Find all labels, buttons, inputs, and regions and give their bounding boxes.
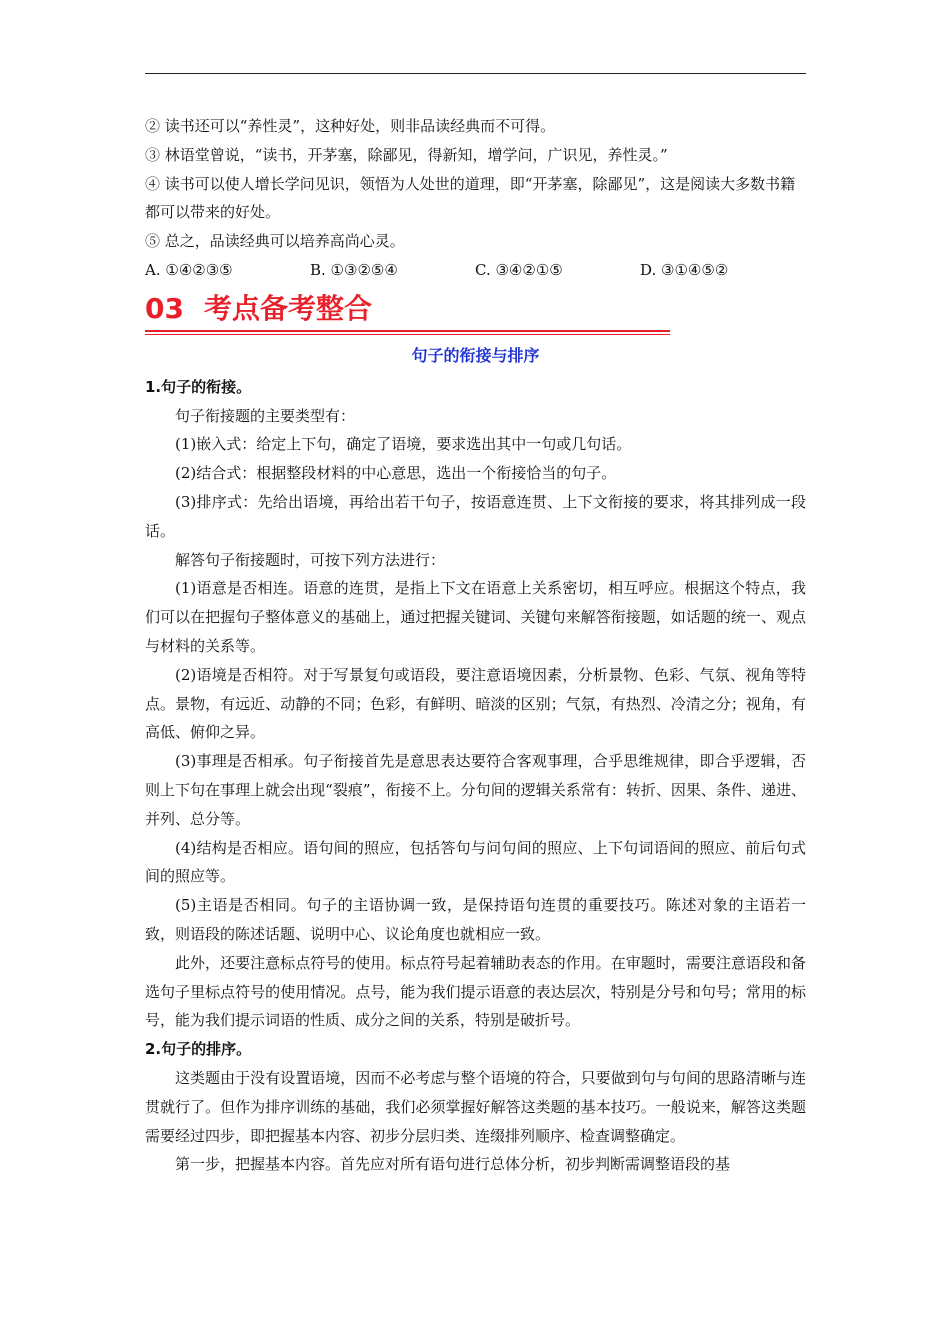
part2-paragraph: 这类题由于没有设置语境，因而不必考虑与整个语境的符合，只要做到句与句间的思路清晰与连贯就行了。但作为排序训练的基础，我们必须掌握好解答这类题的基本技巧。一般说来，解答这类题需要经过四步，即把握基本内容、初步分层归类、连缀排列顺序、检查调整确定。 xyxy=(145,1068,806,1145)
part1-paragraph: 此外，还要注意标点符号的使用。标点符号起着辅助表态的作用。在审题时，需要注意语段和备选句子里标点符号的使用情况。点号，能为我们提示语意的表达层次，特别是分号和句号；常用的标号，能为我们提示词语的性质、成分之间的关系，特别是破折号。 xyxy=(145,953,806,1030)
section-number: 03 xyxy=(145,291,184,325)
part1-paragraph: 解答句子衔接题时，可按下列方法进行： xyxy=(175,550,446,569)
question-item-4: ④ 读书可以使人增长学问见识，领悟为人处世的道理，即“开茅塞，除鄙见”，这是阅读大多数书籍都可以带来的好处。 xyxy=(145,174,796,222)
question-item-2: ② 读书还可以“养性灵”，这种好处，则非品读经典而不可得。 xyxy=(145,117,556,135)
page-content xyxy=(145,112,806,1179)
option-b[interactable]: B. ①③②⑤④ xyxy=(310,260,398,279)
part1-paragraph: (5)主语是否相同。句子的主语协调一致，是保持语句连贯的重要技巧。陈述对象的主语若一致，则语段的陈述话题、说明中心、议论角度也就相应一致。 xyxy=(145,896,806,943)
part1-paragraph: (4)结构是否相应。语句间的照应，包括答句与问句间的照应、上下句词语间的照应、前后句式间的照应等。 xyxy=(145,838,806,886)
option-d[interactable]: D. ③①④⑤② xyxy=(640,260,729,279)
section-underline xyxy=(145,330,670,332)
part1-paragraph: (1)嵌入式：给定上下句，确定了语境，要求选出其中一句或几句话。 xyxy=(175,435,632,454)
part1-heading: 1.句子的衔接。 xyxy=(145,377,252,396)
question-item-3: ③ 林语堂曾说，“读书，开茅塞，除鄙见，得新知，增学问，广识见，养性灵。” xyxy=(145,145,668,164)
part1-paragraph: (2)语境是否相符。对于写景复句或语段，要注意语境因素，分析景物、色彩、气氛、视角等特点。景物，有远近、动静的不同；色彩，有鲜明、暗淡的区别；气氛，有热烈、冷清之分；视角，有高低、俯仰之异。 xyxy=(145,665,806,742)
option-a[interactable]: A. ①④②③⑤ xyxy=(145,260,233,279)
part1-paragraph: (3)事理是否相承。句子衔接首先是意思表达要符合客观事理，合乎思维规律，即合乎逻辑，否则上下句在事理上就会出现“裂痕”，衔接不上。分句间的逻辑关系常有：转折、因果、条件、递进、并列、总分等。 xyxy=(145,752,806,828)
option-c[interactable]: C. ③④②①⑤ xyxy=(475,260,563,279)
header-rule xyxy=(145,73,806,74)
question-item-5: ⑤ 总之，品读经典可以培养高尚心灵。 xyxy=(145,232,405,251)
part1-paragraph: (3)排序式：先给出语境，再给出若干句子，按语意连贯、上下文衔接的要求，将其排列成一段话。 xyxy=(145,492,806,540)
answer-options xyxy=(145,256,806,285)
section-heading xyxy=(145,289,806,335)
part1-paragraph: (2)结合式：根据整段材料的中心意思，选出一个衔接恰当的句子。 xyxy=(175,464,617,483)
part1-paragraph: (1)语意是否相连。语意的连贯，是指上下文在语意上关系密切，相互呼应。根据这个特点，我们可以在把握句子整体意义的基础上，通过把握关键词、关键句来解答衔接题，如话题的统一、观点与材料的关系等。 xyxy=(145,579,806,655)
part2-paragraph: 第一步，把握基本内容。首先应对所有语句进行总体分析，初步判断需调整语段的基 xyxy=(175,1155,731,1174)
section-underline-thin xyxy=(145,334,670,335)
section-title: 考点备考整合 xyxy=(203,291,372,325)
part1-paragraph: 句子衔接题的主要类型有： xyxy=(175,406,356,425)
topic-subtitle: 句子的衔接与排序 xyxy=(411,345,540,365)
part2-heading: 2.句子的排序。 xyxy=(145,1040,252,1059)
